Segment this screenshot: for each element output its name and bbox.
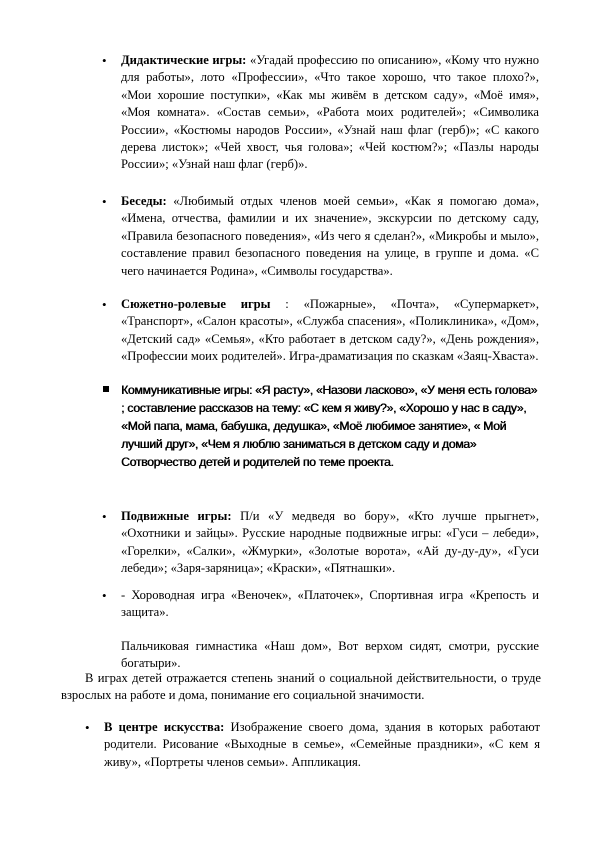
item-title: В центре искусства: [104, 720, 225, 734]
item-text: : «Пожарные», «Почта», «Супермаркет», «Транспорт», «Салон красоты», «Служба спасения», «Поликлиника», «Дом», «Детский сад» «Семья», «Кто работает в детском саду?», «День рождения», «Профессии моих родителей». Игра-драматизация по сказкам «Заяц-Хваста». [121, 297, 539, 364]
list-item-outdoor-games [102, 508, 539, 578]
list-item-communicative-games [121, 381, 539, 471]
item-title: Беседы: [121, 194, 167, 208]
item-text: «Любимый отдых членов моей семьи», «Как я помогаю дома», «Имена, отчества, фамилии и их значение», экскурсии по детскому саду, «Правила безопасного поведения», «Из чего я сделан?», «Микробы и мыло», составление правил безопасного поведения на улице, в группе и дома. «С чего начинается Родина», «Символы государства». [121, 194, 539, 278]
bullet-icon: • [102, 297, 107, 312]
finger-gymnastics-text: Пальчиковая гимнастика «Наш дом», Вот верхом сидят, смотри, русские богатыри». [121, 639, 539, 671]
item-text: Изображение своего дома, здания в которых работают родители. Рисование «Выходные в семье», «Семейные праздники», «С кем я живу», «Портреты членов семьи». Аппликация. [104, 720, 540, 769]
item-title: Подвижные игры: [121, 509, 232, 523]
paragraph-text: В играх детей отражается степень знаний о социальной действительности, о труде взрослых на работе и дома, понимание его социальной значимости. [61, 671, 541, 703]
list-item-role-play-games [102, 296, 539, 366]
item-text: П/и «У медведя во бору», «Кто лучше прыгнет», «Охотники и зайцы». Русские народные подвижные игры: «Гуси – лебеди», «Горелки», «Салки», «Жмурки», «Золотые ворота», «Ай ду-ду-ду», «Гуси лебеди»; «Заря-заряница»; «Краски», «Пятнашки». [121, 509, 539, 576]
list-item-didactic-games [102, 52, 540, 174]
item-title: Сюжетно-ролевые игры [121, 297, 271, 311]
item-text: - Хороводная игра «Веночек», «Платочек», Спортивная игра «Крепость и защита». [121, 588, 539, 620]
body-paragraph [61, 670, 541, 705]
list-item-conversations [102, 193, 539, 280]
bullet-icon: • [102, 194, 107, 209]
list-item-round-dance [102, 587, 539, 622]
bullet-icon: • [102, 53, 107, 68]
item-title: Дидактические игры: [121, 53, 247, 67]
square-bullet-icon [103, 386, 109, 392]
list-item-art-center [85, 719, 540, 771]
bullet-icon: • [85, 720, 90, 735]
item-text: Коммуникативные игры: «Я расту», «Назови ласково», «У меня есть голова» ; составление рассказов на тему: «С кем я живу?», «Хорошо у нас в саду», «Мой папа, мама, бабушка, дедушка», «Моё любимое занятие», « Мой лучший друг», «Чем я люблю заниматься в детском саду и дома» Сотворчество детей и родителей по теме проекта. [121, 383, 538, 469]
bullet-icon: • [102, 509, 107, 524]
bullet-icon: • [102, 588, 107, 603]
item-text: «Угадай профессию по описанию», «Кому что нужно для работы», лото «Профессии», «Что такое хорошо, что такое плохо?», «Мои хорошие поступки», «Как мы живём в детском саду», «Моё имя», «Моя комната». «Состав семьи», «Работа моих родителей»; «Символика России», «Костюмы народов России», «Узнай наш флаг (герб)»; «С какого дерева листок»; «Чей хвост, чья голова»; «Чей костюм?»; «Пазлы народы России»; «Узнай наш флаг (герб)». [121, 53, 540, 172]
